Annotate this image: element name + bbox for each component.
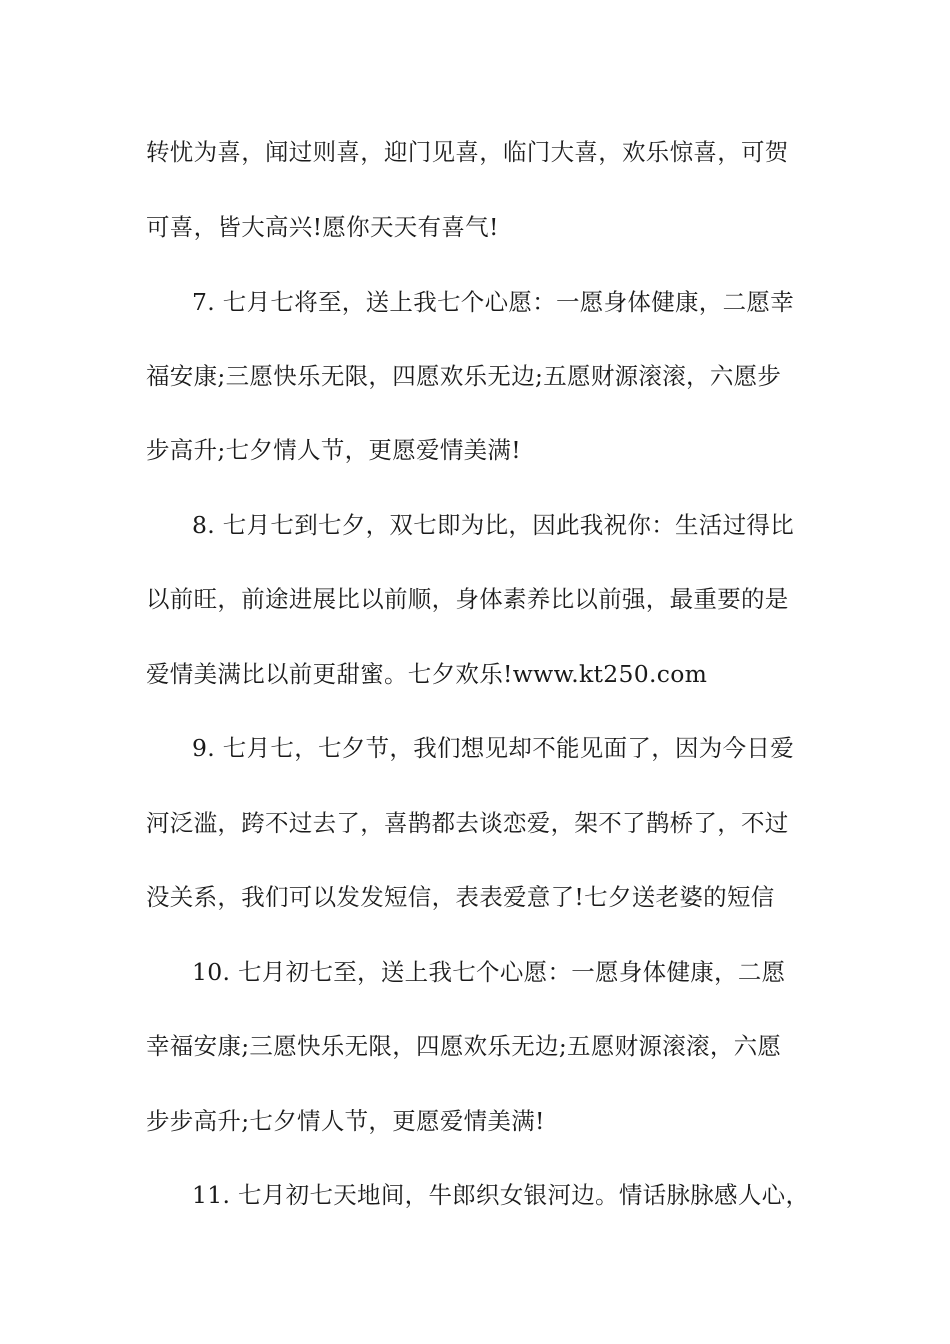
text-line: 幸福安康;三愿快乐无限，四愿欢乐无边;五愿财源滚滚，六愿 bbox=[146, 1032, 782, 1060]
text-line: 步高升;七夕情人节，更愿爱情美满! bbox=[146, 436, 521, 464]
list-item-8: 8. 七月七到七夕，双七即为比，因此我祝你：生活过得比 bbox=[192, 511, 794, 539]
text-line: 可喜，皆大高兴!愿你天天有喜气! bbox=[146, 213, 499, 241]
list-item-11: 11. 七月初七天地间，牛郎织女银河边。情话脉脉感人心， bbox=[192, 1181, 810, 1209]
text-line: 福安康;三愿快乐无限，四愿欢乐无边;五愿财源滚滚，六愿步 bbox=[146, 362, 782, 390]
text-line: 以前旺，前途进展比以前顺，身体素养比以前强，最重要的是 bbox=[146, 585, 789, 613]
text-line: 河泛滥，跨不过去了，喜鹊都去谈恋爱，架不了鹊桥了，不过 bbox=[146, 809, 789, 837]
list-item-9: 9. 七月七，七夕节，我们想见却不能见面了，因为今日爱 bbox=[192, 734, 794, 762]
text-line: 爱情美满比以前更甜蜜。七夕欢乐!www.kt250.com bbox=[146, 660, 708, 688]
list-item-7: 7. 七月七将至，送上我七个心愿：一愿身体健康，二愿幸 bbox=[192, 288, 794, 316]
text-line: 转忧为喜，闻过则喜，迎门见喜，临门大喜，欢乐惊喜，可贺 bbox=[146, 138, 789, 166]
text-line: 没关系，我们可以发发短信，表表爱意了!七夕送老婆的短信 bbox=[146, 883, 775, 911]
list-item-10: 10. 七月初七至，送上我七个心愿：一愿身体健康，二愿 bbox=[192, 958, 786, 986]
text-line: 步步高升;七夕情人节，更愿爱情美满! bbox=[146, 1107, 545, 1135]
